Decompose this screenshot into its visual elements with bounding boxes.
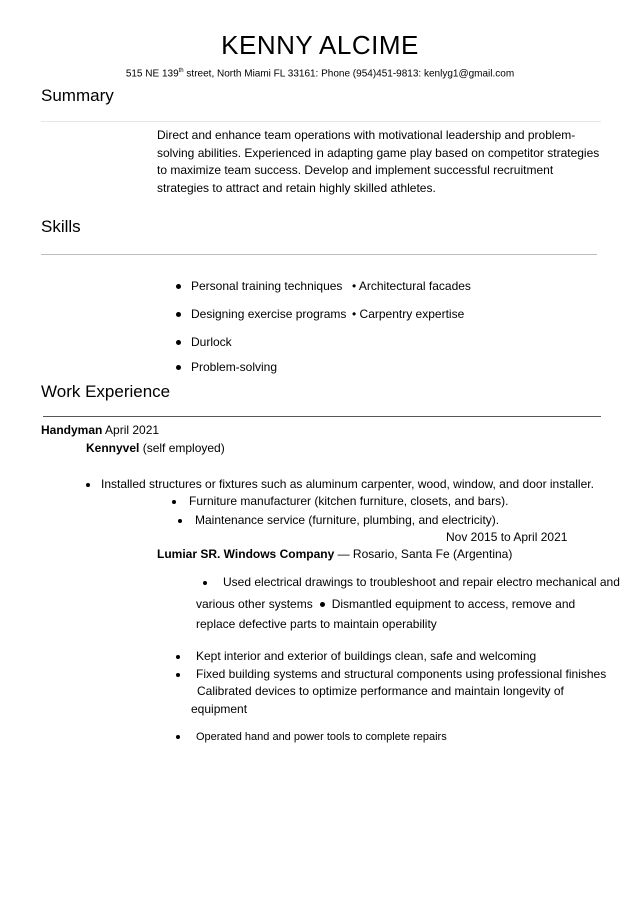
contact-line	[0, 68, 640, 79]
summary-line: strategies to attract and retain highly skilled athletes.	[157, 180, 436, 195]
skill-item	[176, 279, 342, 293]
experience-heading: Work Experience	[41, 382, 171, 401]
bullet-text: Operated hand and power tools to complete repairs	[196, 731, 447, 743]
job-title-line	[41, 423, 159, 437]
job-date: April 2021	[102, 423, 160, 437]
bullet-text: Furniture manufacturer (kitchen furniture, closets, and bars).	[189, 494, 509, 508]
bullet-icon	[176, 365, 181, 370]
job2-dates: Nov 2015 to April 2021	[446, 530, 568, 544]
skill-label: Durlock	[191, 335, 232, 349]
skills-divider	[41, 254, 597, 255]
address-suffix: th	[178, 68, 184, 74]
skill-item	[176, 335, 232, 349]
bullet-icon	[176, 735, 180, 739]
company-location: — Rosario, Santa Fe (Argentina)	[334, 547, 513, 561]
skill-item-right: • Architectural facades	[352, 279, 471, 293]
skill-label: Problem-solving	[191, 360, 278, 374]
bullet-continuation	[196, 597, 575, 611]
company-line	[86, 441, 225, 455]
job-bullet	[86, 477, 594, 491]
skill-item	[176, 307, 346, 321]
summary-line: solving abilities. Experienced in adapting game play based on competitor strategies	[157, 145, 600, 160]
company-name: Lumiar SR. Windows Company	[157, 547, 335, 561]
skill-item	[176, 360, 277, 374]
bullet-text: various other systems	[196, 597, 313, 611]
bullet-icon	[176, 340, 181, 345]
summary-heading: Summary	[41, 86, 114, 105]
bullet-text: Kept interior and exterior of buildings clean, safe and welcoming	[196, 649, 537, 663]
bullet-text: Used electrical drawings to troubleshoot and repair electro mechanical and	[223, 575, 620, 589]
company-name: Kennyvel	[86, 441, 140, 455]
summary-line: to maximize team success. Develop and implement successful recruitment	[157, 163, 554, 177]
bullet-text: Dismantled equipment to access, remove and	[331, 597, 576, 611]
job-bullet	[172, 494, 508, 508]
bullet-icon	[176, 312, 181, 317]
summary-line: Direct and enhance team operations with motivational leadership and problem-	[157, 128, 576, 142]
summary-text	[157, 127, 607, 197]
bullet-icon	[172, 500, 176, 504]
bullet-icon	[203, 581, 207, 585]
skill-label: Designing exercise programs	[191, 307, 347, 321]
skills-heading: Skills	[41, 217, 81, 236]
bullet-continuation: replace defective parts to maintain operability	[196, 617, 437, 631]
job-bullet	[176, 667, 606, 681]
company-line	[157, 547, 512, 561]
experience-divider	[43, 416, 601, 417]
bullet-icon	[86, 483, 90, 487]
bullet-icon	[176, 284, 181, 289]
skill-item-right: • Carpentry expertise	[352, 307, 465, 321]
address-number: 515 NE 139	[125, 68, 179, 80]
candidate-name: KENNY ALCIME	[221, 30, 419, 60]
bullet-continuation: equipment	[191, 702, 248, 716]
bullet-text: Installed structures or fixtures such as aluminum carpenter, wood, window, and door installer.	[101, 477, 594, 491]
job-bullet	[176, 649, 536, 663]
address-contact-rest: street, North Miami FL 33161: Phone (954)451-9813: kenlyg1@gmail.com	[183, 68, 515, 80]
skill-label: Personal training techniques	[191, 279, 343, 293]
bullet-text: Fixed building systems and structural components using professional finishes	[196, 667, 607, 681]
bullet-icon	[320, 602, 325, 607]
job-role: Handyman	[41, 423, 103, 437]
company-note: (self employed)	[139, 441, 225, 455]
bullet-icon	[176, 673, 180, 677]
summary-divider	[41, 121, 601, 122]
bullet-icon	[178, 519, 182, 523]
bullet-icon	[176, 655, 180, 659]
job-bullet	[178, 513, 499, 527]
job-bullet	[176, 731, 447, 743]
bullet-text: Maintenance service (furniture, plumbing, and electricity).	[195, 513, 500, 527]
bullet-continuation: Calibrated devices to optimize performance and maintain longevity of	[197, 684, 564, 698]
job-bullet	[203, 575, 620, 589]
